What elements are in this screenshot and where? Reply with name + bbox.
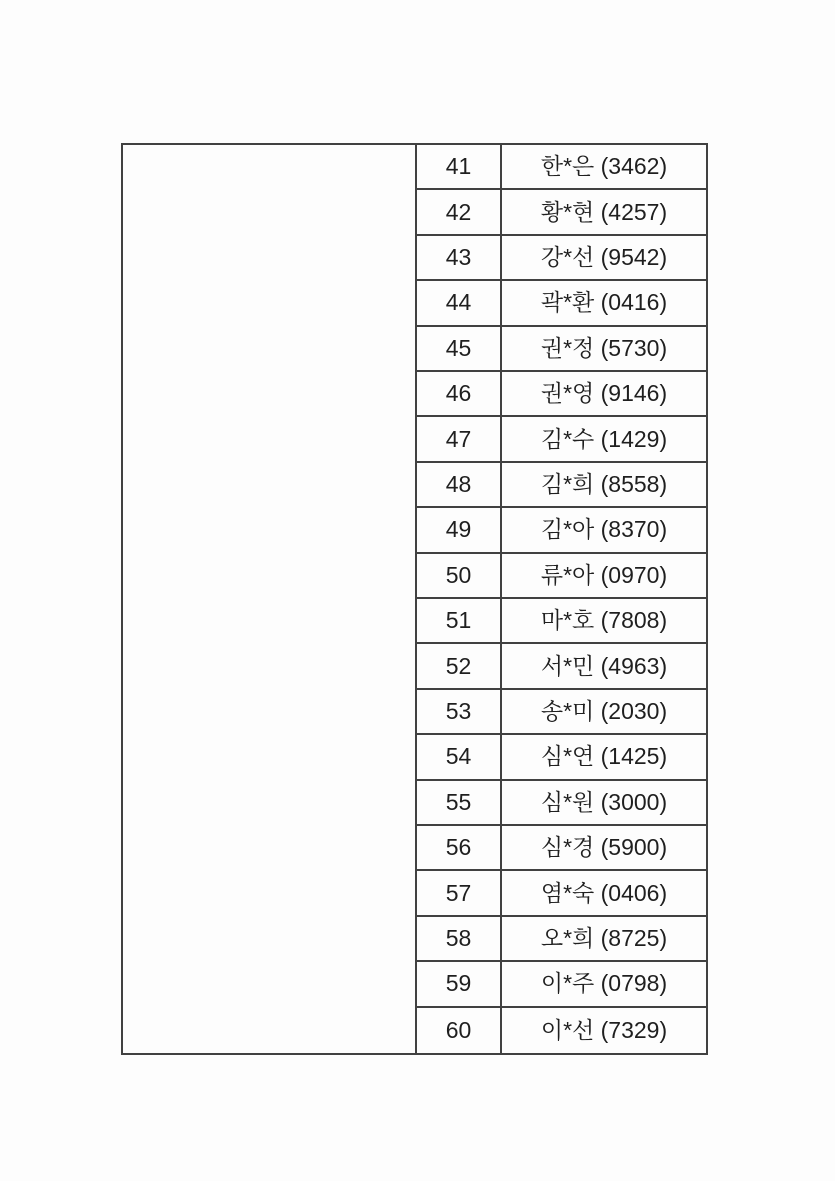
- table-cell-row-number: 51: [417, 599, 502, 644]
- table-cell-row-number: 57: [417, 871, 502, 916]
- table-cell-masked-name: 곽*환 (0416): [502, 281, 706, 326]
- table-cell-row-number: 58: [417, 917, 502, 962]
- table-cell-row-number: 54: [417, 735, 502, 780]
- table-cell-masked-name: 심*원 (3000): [502, 781, 706, 826]
- table-cell-row-number: 55: [417, 781, 502, 826]
- table-cell-masked-name: 오*희 (8725): [502, 917, 706, 962]
- table-cell-masked-name: 권*정 (5730): [502, 327, 706, 372]
- table-cell-masked-name: 심*경 (5900): [502, 826, 706, 871]
- merged-empty-cell: [123, 145, 417, 1053]
- table-cell-masked-name: 송*미 (2030): [502, 690, 706, 735]
- table-cell-row-number: 45: [417, 327, 502, 372]
- masked-name-table: [121, 143, 708, 1055]
- table-cell-row-number: 48: [417, 463, 502, 508]
- table-cell-row-number: 44: [417, 281, 502, 326]
- table-cell-masked-name: 마*호 (7808): [502, 599, 706, 644]
- table-cell-masked-name: 황*현 (4257): [502, 190, 706, 235]
- table-cell-row-number: 50: [417, 554, 502, 599]
- table-cell-row-number: 52: [417, 644, 502, 689]
- table-cell-masked-name: 김*희 (8558): [502, 463, 706, 508]
- table-cell-row-number: 59: [417, 962, 502, 1007]
- table-cell-row-number: 41: [417, 145, 502, 190]
- table-cell-row-number: 42: [417, 190, 502, 235]
- table-cell-row-number: 53: [417, 690, 502, 735]
- table-cell-row-number: 46: [417, 372, 502, 417]
- table-cell-masked-name: 한*은 (3462): [502, 145, 706, 190]
- table-cell-row-number: 43: [417, 236, 502, 281]
- table-cell-masked-name: 강*선 (9542): [502, 236, 706, 281]
- table-cell-masked-name: 권*영 (9146): [502, 372, 706, 417]
- table-cell-masked-name: 류*아 (0970): [502, 554, 706, 599]
- table-cell-masked-name: 심*연 (1425): [502, 735, 706, 780]
- table-cell-masked-name: 이*선 (7329): [540, 1016, 668, 1043]
- table-cell-row-number: 47: [417, 417, 502, 462]
- table-cell-masked-name: 김*아 (8370): [502, 508, 706, 553]
- table-cell-masked-name: 김*수 (1429): [502, 417, 706, 462]
- table-cell-masked-name: 염*숙 (0406): [502, 871, 706, 916]
- table-cell-row-number: 49: [417, 508, 502, 553]
- table-cell-masked-name: 이*주 (0798): [502, 962, 706, 1007]
- table-cell-row-number: 56: [417, 826, 502, 871]
- table-cell-masked-name: 서*민 (4963): [502, 644, 706, 689]
- table-cell-row-number: 60: [417, 1008, 502, 1053]
